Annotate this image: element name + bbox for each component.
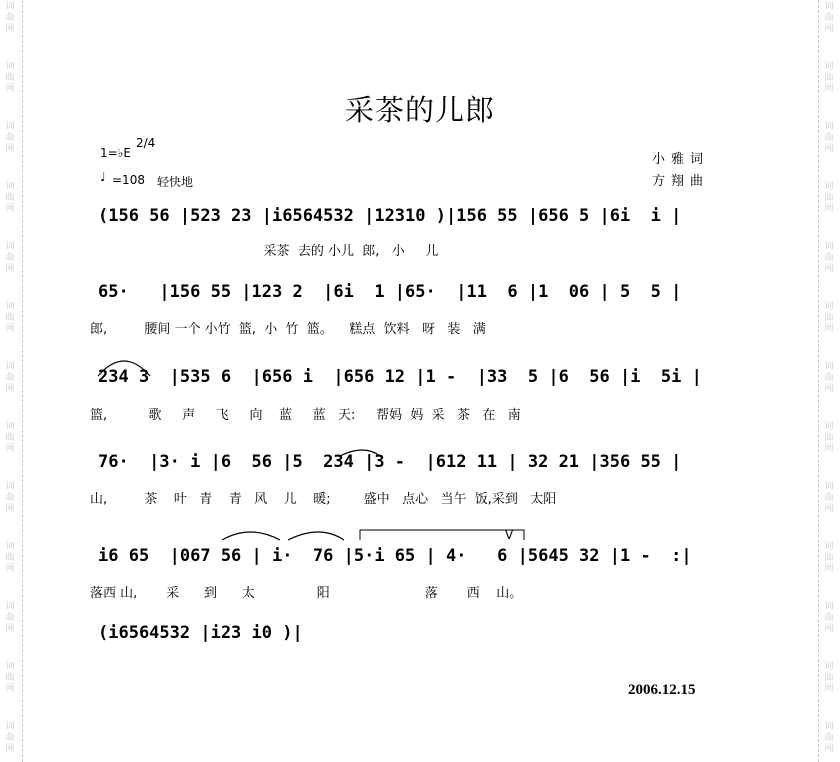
watermark-left-10: 词 曲 网 <box>5 542 15 574</box>
key-signature: 1=♭E <box>100 146 131 160</box>
watermark-left-8: 词 曲 网 <box>5 422 15 454</box>
watermark-left-1: 词 曲 网 <box>5 2 15 34</box>
watermark-right-7: 词 曲 网 <box>824 362 834 394</box>
watermark-right-4: 词 曲 网 <box>824 182 834 214</box>
watermark-right-12: 词 曲 网 <box>824 662 834 694</box>
watermark-left-7: 词 曲 网 <box>5 362 15 394</box>
quarter-note-icon: ♩ <box>100 170 106 184</box>
watermark-right-3: 词 曲 网 <box>824 122 834 154</box>
watermark-left-4: 词 曲 网 <box>5 182 15 214</box>
watermark-right-2: 词 曲 网 <box>824 62 834 94</box>
watermark-left-5: 词 曲 网 <box>5 242 15 274</box>
watermark-left-3: 词 曲 网 <box>5 122 15 154</box>
time-signature: 2/4 <box>136 136 156 150</box>
lyrics-line-5: 落西 山, 采 到 太 阳 落 西 山。 <box>90 586 523 601</box>
watermark-left-2: 词 曲 网 <box>5 62 15 94</box>
notation-line-6: (i6564532 |i23 i0 )| <box>98 623 303 643</box>
watermark-right-10: 词 曲 网 <box>824 542 834 574</box>
song-title: 采茶的儿郎 <box>344 93 495 127</box>
notation-line-1: (156 56 |523 23 |i6564532 |12310 )|156 55 |656 5 |6i i | <box>98 206 682 226</box>
composer-credit: 方翔曲 <box>652 174 710 189</box>
watermark-left-6: 词 曲 网 <box>5 302 15 334</box>
watermark-left-11: 词 曲 网 <box>5 602 15 634</box>
lyricist-credit: 小雅词 <box>652 152 710 167</box>
expression-marking: 轻快地 <box>157 175 194 189</box>
watermark-right-6: 词 曲 网 <box>824 302 834 334</box>
watermark-right-5: 词 曲 网 <box>824 242 834 274</box>
date-stamp: 2006.12.15 <box>628 682 696 698</box>
notation-line-5: i6 65 |067 56 | i· 76 |5·i 65 | 4· 6 |5645 32 |1 - :| <box>98 546 692 566</box>
watermark-right-8: 词 曲 网 <box>824 422 834 454</box>
watermark-left-9: 词 曲 网 <box>5 482 15 514</box>
notation-line-3: 234 3 |535 6 |656 i |656 12 |1 - |33 5 |6 56 |i 5i | <box>98 367 702 387</box>
lyrics-line-4: 山, 茶 叶 青 青 风 儿 暖; 盛中 点心 当午 饭,采到 太阳 <box>90 492 557 507</box>
lyrics-line-2: 郎, 腰间 一个 小竹 篮, 小 竹 篮。 糕点 饮料 呀 装 满 <box>90 322 486 337</box>
lyrics-line-3: 篮, 歌 声 飞 向 蓝 蓝 天: 帮妈 妈 采 茶 在 南 <box>90 408 521 423</box>
watermark-left-12: 词 曲 网 <box>5 662 15 694</box>
watermark-right-1: 词 曲 网 <box>824 2 834 34</box>
watermark-left-13: 词 曲 网 <box>5 722 15 754</box>
breath-mark-icon: V <box>505 528 514 542</box>
notation-line-4: 76· |3· i |6 56 |5 234 |3 - |612 11 | 32 21 |356 55 | <box>98 452 682 472</box>
notation-line-2: 65· |156 55 |123 2 |6i 1 |65· |11 6 |1 06 | 5 5 | <box>98 282 682 302</box>
watermark-right-9: 词 曲 网 <box>824 482 834 514</box>
lyrics-line-1: 采茶 去的 小儿 郎, 小 儿 <box>90 244 439 259</box>
watermark-right-13: 词 曲 网 <box>824 722 834 754</box>
watermark-right-11: 词 曲 网 <box>824 602 834 634</box>
tempo-marking: =108 <box>112 173 145 187</box>
